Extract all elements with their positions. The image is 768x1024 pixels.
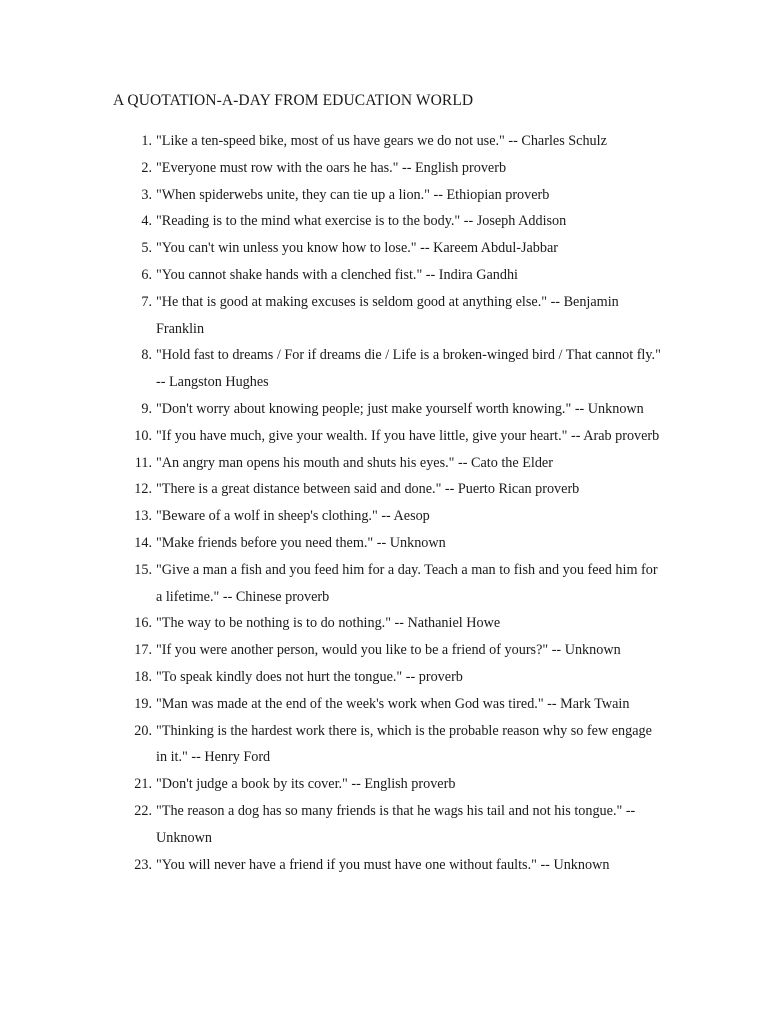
list-item xyxy=(0,771,662,798)
quote-text: "Beware of a wolf in sheep's clothing." -- Aesop xyxy=(156,508,430,525)
quote-text: "An angry man opens his mouth and shuts his eyes." -- Cato the Elder xyxy=(156,454,553,471)
item-number: 3. xyxy=(141,186,152,203)
list-item xyxy=(0,503,662,530)
item-number: 4. xyxy=(141,213,152,230)
quote-text: "The way to be nothing is to do nothing." -- Nathaniel Howe xyxy=(156,615,501,632)
page-title: A QUOTATION-A-DAY FROM EDUCATION WORLD xyxy=(113,92,474,109)
list-item xyxy=(0,182,662,209)
quote-text: "Hold fast to dreams / For if dreams die / Life is a broken-winged bird / That cannot fly." -- Langston Hughes xyxy=(156,347,661,391)
list-item xyxy=(0,423,662,450)
item-number: 6. xyxy=(141,266,152,283)
list-item xyxy=(0,852,662,879)
quote-text: "Like a ten-speed bike, most of us have gears we do not use." -- Charles Schulz xyxy=(156,133,607,149)
list-item xyxy=(0,128,662,155)
item-number: 16. xyxy=(134,615,152,632)
quote-list xyxy=(0,128,768,878)
quote-text: "You will never have a friend if you must have one without faults." -- Unknown xyxy=(156,856,610,873)
list-item xyxy=(0,208,662,235)
item-number: 2. xyxy=(141,159,152,176)
list-item xyxy=(0,262,662,289)
quote-text: "To speak kindly does not hurt the tongue." -- proverb xyxy=(156,668,463,685)
quote-text: "Don't worry about knowing people; just make yourself worth knowing." -- Unknown xyxy=(156,400,644,417)
item-number: 11. xyxy=(134,454,152,471)
item-number: 9. xyxy=(141,400,152,417)
quote-text: "Give a man a fish and you feed him for a day. Teach a man to fish and you feed him for a lifetime." -- Chinese proverb xyxy=(156,561,658,605)
quote-text: "He that is good at making excuses is seldom good at anything else." -- Benjamin Franklin xyxy=(156,293,619,337)
list-item xyxy=(0,450,662,477)
list-item xyxy=(0,664,662,691)
item-number: 1. xyxy=(141,133,152,149)
item-number: 19. xyxy=(134,695,152,712)
quote-text: "Reading is to the mind what exercise is to the body." -- Joseph Addison xyxy=(156,213,567,230)
list-item xyxy=(0,476,662,503)
item-number: 15. xyxy=(134,561,152,578)
list-item xyxy=(0,798,662,852)
quote-text: "You cannot shake hands with a clenched fist." -- Indira Gandhi xyxy=(156,266,518,283)
item-number: 20. xyxy=(134,722,152,739)
list-item xyxy=(0,637,662,664)
quote-text: "Everyone must row with the oars he has." -- English proverb xyxy=(156,159,507,176)
item-number: 8. xyxy=(141,347,152,364)
list-item xyxy=(0,396,662,423)
list-item xyxy=(0,530,662,557)
quote-text: "You can't win unless you know how to lose." -- Kareem Abdul-Jabbar xyxy=(156,240,559,257)
list-item xyxy=(0,342,662,396)
list-item xyxy=(0,155,662,182)
list-item xyxy=(0,610,662,637)
quote-text: "Don't judge a book by its cover." -- English proverb xyxy=(156,776,456,793)
item-number: 14. xyxy=(134,534,152,551)
item-number: 21. xyxy=(134,776,152,793)
item-number: 22. xyxy=(134,802,152,819)
quote-text: "If you were another person, would you like to be a friend of yours?" -- Unknown xyxy=(156,642,621,659)
quote-text: "When spiderwebs unite, they can tie up a lion." -- Ethiopian proverb xyxy=(156,186,550,203)
item-number: 5. xyxy=(141,240,152,257)
quote-text: "Thinking is the hardest work there is, which is the probable reason why so few engage in it." -- Henry Ford xyxy=(156,722,652,766)
list-item xyxy=(0,289,662,343)
item-number: 18. xyxy=(134,668,152,685)
item-number: 13. xyxy=(134,508,152,525)
item-number: 10. xyxy=(134,427,152,444)
item-number: 23. xyxy=(134,856,152,873)
quote-text: "The reason a dog has so many friends is that he wags his tail and not his tongue." -- Unknown xyxy=(156,802,636,846)
item-number: 17. xyxy=(134,642,152,659)
list-item xyxy=(0,235,662,262)
quote-text: "Man was made at the end of the week's work when God was tired." -- Mark Twain xyxy=(156,695,630,712)
item-number: 12. xyxy=(134,481,152,498)
list-item xyxy=(0,557,662,611)
quote-text: "There is a great distance between said and done." -- Puerto Rican proverb xyxy=(156,481,580,498)
item-number: 7. xyxy=(141,293,152,310)
list-item xyxy=(0,691,662,718)
list-item xyxy=(0,718,662,772)
quote-text: "Make friends before you need them." -- Unknown xyxy=(156,534,446,551)
quote-text: "If you have much, give your wealth. If you have little, give your heart." -- Arab proverb xyxy=(156,427,660,444)
